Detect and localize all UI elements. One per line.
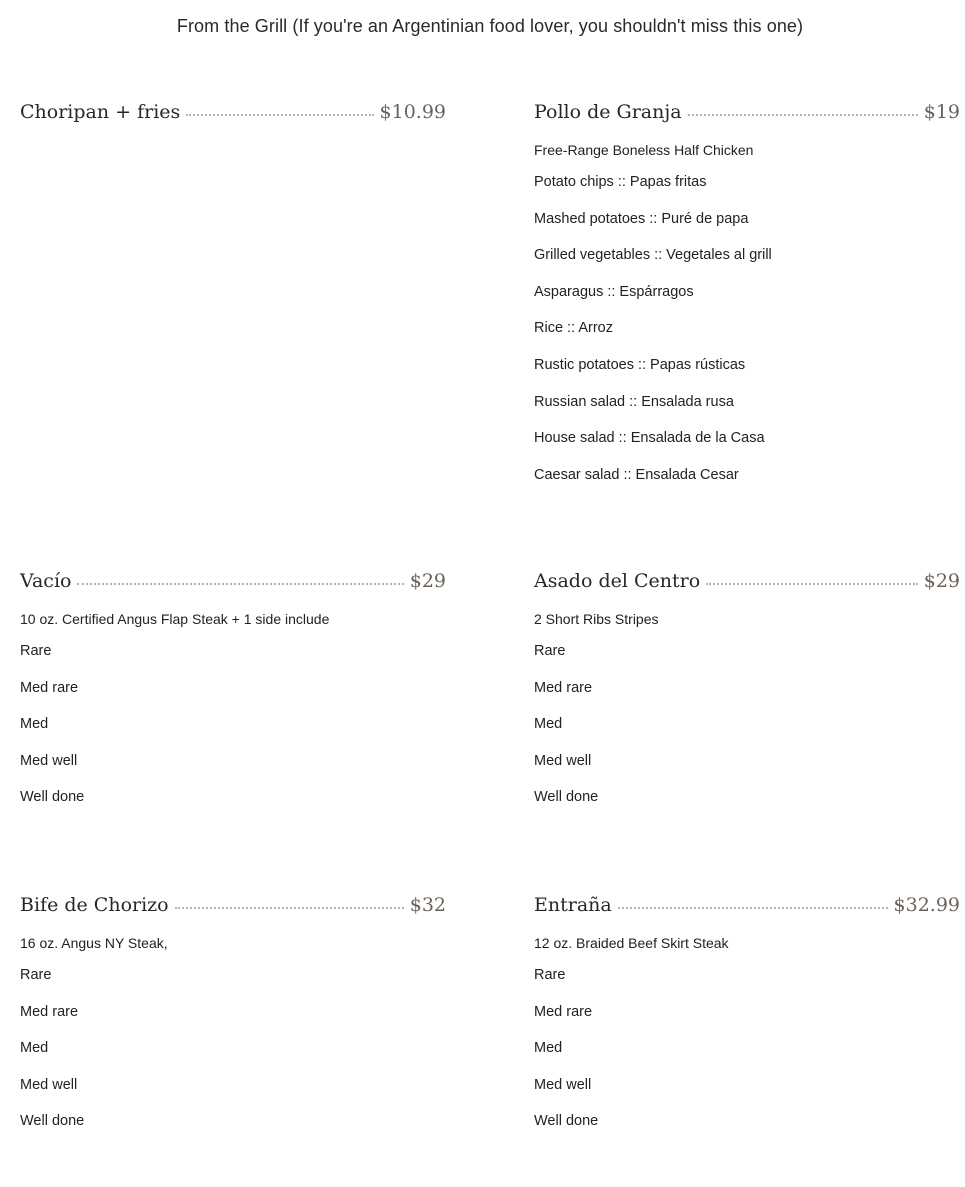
menu-item-pollo-de-granja[interactable] [534, 101, 960, 493]
menu-item-choripan[interactable] [20, 101, 446, 131]
doneness-option[interactable]: Rare [534, 967, 566, 983]
side-option[interactable]: Grilled vegetables :: Vegetales al grill [534, 247, 772, 264]
item-name: Entraña [534, 894, 612, 916]
item-name: Asado del Centro [534, 570, 701, 592]
dot-leader [688, 114, 918, 116]
item-description: 12 oz. Braided Beef Skirt Steak [534, 935, 729, 951]
doneness-options-list [20, 957, 446, 1140]
menu-item-entrana[interactable] [534, 894, 960, 1140]
side-option[interactable]: Asparagus :: Espárragos [534, 283, 694, 300]
doneness-option[interactable]: Rare [20, 967, 52, 983]
menu-item-asado-del-centro[interactable] [534, 570, 960, 816]
doneness-options-list [20, 633, 446, 816]
dot-leader [706, 583, 918, 585]
doneness-option[interactable]: Rare [534, 643, 566, 659]
doneness-option[interactable]: Med well [20, 752, 78, 769]
item-header [20, 101, 446, 131]
doneness-option[interactable]: Med [20, 716, 49, 733]
item-price: $19 [923, 101, 960, 123]
item-description: Free-Range Boneless Half Chicken [534, 142, 754, 158]
doneness-option[interactable]: Med rare [20, 679, 79, 696]
doneness-options-list [534, 633, 960, 816]
doneness-option[interactable]: Med [534, 716, 563, 733]
item-price: $29 [409, 570, 446, 592]
item-header [534, 101, 960, 131]
dot-leader [77, 583, 403, 585]
side-options-list [534, 164, 960, 493]
item-header [20, 894, 446, 924]
doneness-option[interactable]: Rare [20, 643, 52, 659]
doneness-option[interactable]: Med [534, 1040, 563, 1057]
doneness-option[interactable]: Med rare [534, 1003, 593, 1020]
doneness-option[interactable]: Well done [20, 1113, 85, 1130]
menu-item-bife-de-chorizo[interactable] [20, 894, 446, 1140]
item-price: $32 [409, 894, 446, 916]
dot-leader [175, 907, 404, 909]
doneness-option[interactable]: Med well [534, 1076, 592, 1093]
doneness-option[interactable]: Med rare [20, 1003, 79, 1020]
side-option[interactable]: Mashed potatoes :: Puré de papa [534, 210, 749, 227]
item-description: 10 oz. Certified Angus Flap Steak + 1 side include [20, 611, 330, 627]
item-name: Choripan + fries [20, 101, 181, 123]
item-header [534, 894, 960, 924]
item-description: 2 Short Ribs Stripes [534, 611, 659, 627]
item-price: $29 [923, 570, 960, 592]
doneness-options-list [534, 957, 960, 1140]
side-option[interactable]: Rice :: Arroz [534, 320, 613, 337]
dot-leader [186, 114, 373, 116]
doneness-option[interactable]: Med rare [534, 679, 593, 696]
doneness-option[interactable]: Well done [20, 789, 85, 806]
doneness-option[interactable]: Well done [534, 1113, 599, 1130]
item-name: Pollo de Granja [534, 101, 682, 123]
doneness-option[interactable]: Med [20, 1040, 49, 1057]
side-option[interactable]: Caesar salad :: Ensalada Cesar [534, 466, 739, 483]
item-name: Vacío [20, 570, 72, 592]
side-option[interactable]: House salad :: Ensalada de la Casa [534, 430, 765, 447]
doneness-option[interactable]: Well done [534, 789, 599, 806]
item-header [534, 570, 960, 600]
doneness-option[interactable]: Med well [534, 752, 592, 769]
item-description: 16 oz. Angus NY Steak, [20, 935, 168, 951]
side-option[interactable]: Rustic potatoes :: Papas rústicas [534, 356, 746, 373]
item-price: $32.99 [893, 894, 960, 916]
side-option[interactable]: Russian salad :: Ensalada rusa [534, 393, 734, 410]
section-title: From the Grill (If you're an Argentinian food lover, you shouldn't miss this one) [176, 16, 804, 36]
doneness-option[interactable]: Med well [20, 1076, 78, 1093]
side-option[interactable]: Potato chips :: Papas fritas [534, 174, 707, 190]
item-header [20, 570, 446, 600]
menu-item-vacio[interactable] [20, 570, 446, 816]
item-name: Bife de Chorizo [20, 894, 169, 916]
dot-leader [618, 907, 888, 909]
item-price: $10.99 [379, 101, 446, 123]
